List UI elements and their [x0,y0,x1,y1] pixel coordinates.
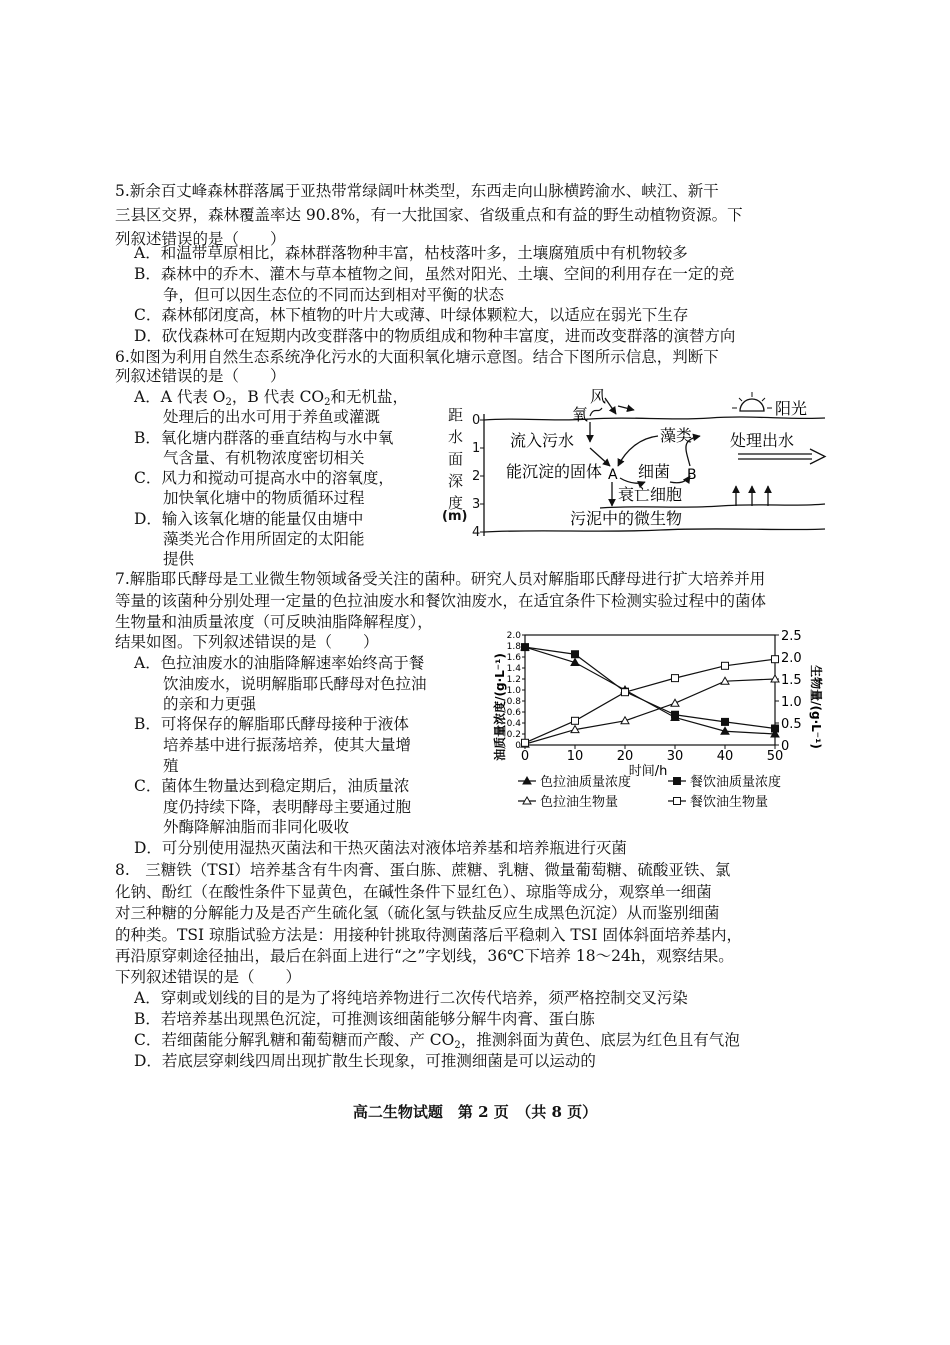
depth-label-char: 深 [448,472,464,490]
q5-option-b-line-2: 争，但可以因生态位的不同而达到相对平衡的状态 [163,286,505,304]
chart-y-tick-label: 1.2 [506,675,521,685]
outflow-label: 处理出水 [730,431,795,450]
depth-tick: 2 [472,469,481,484]
chart-y2-tick-label: 1.0 [781,695,802,710]
wind-arrow [618,406,634,410]
chart-y2-axis-label: 生物量/(g·L⁻¹) [809,665,823,749]
q7-stem-line-2: 等量的该菌种分别处理一定量的色拉油废水和餐饮油废水，在适宜条件下检测实验过程中的菌体 [115,592,767,610]
q6-option-b-line-1: B．氧化塘内群落的垂直结构与水中氧 [134,429,394,447]
chart-y-tick-label: 2.0 [506,631,521,641]
depth-label-char: 度 [448,494,464,512]
chart-x-axis-label: 时间/h [628,764,668,779]
depth-tick: 4 [472,525,481,540]
q8-stem-line-6: 下列叙述错误的是（ ） [115,968,302,986]
chart-series-line-2 [525,647,775,728]
oxygen-label: 氧 [572,405,589,424]
chart-data-point [522,739,529,746]
q6-option-d-line-1: D．输入该氧化塘的能量仅由塘中 [134,510,364,528]
chart-data-point [671,699,679,706]
depth-label-char: 面 [448,450,464,468]
depth-label-char: 水 [448,428,464,446]
algae-label: 藻类 [660,426,693,445]
outflow-arrow [738,449,825,464]
chart-x-tick-label: 50 [766,749,784,764]
q5-option-d: D．砍伐森林可在短期内改变群落中的物质组成和物种丰富度，进而改变群落的演替方向 [134,327,736,345]
chart-data-point [622,689,629,696]
depth-label-char: 距 [448,406,464,424]
q7-option-c-line-2: 度仍持续下降，表明酵母主要通过胞 [163,798,412,816]
chart-legend-marker [674,778,681,785]
chart-y2-tick-label: 0.5 [781,717,802,732]
q7-stem-line-3: 生物量和油质量浓度（可反映油脂降解程度）， [115,613,433,631]
q8-option-b: B．若培养基出现黑色沉淀，可推测该细菌能够分解牛肉膏、蛋白胨 [134,1010,595,1028]
chart-y-tick-label: 0.4 [506,719,521,729]
sunlight-label: 阳光 [775,399,808,418]
water-surface [484,417,825,420]
oxidation-pond-diagram [440,386,830,548]
q5-stem-line-3: 列叙述错误的是（ ） [115,230,286,248]
chart-data-point [572,717,579,724]
node-a-label: A [608,467,618,483]
chart-legend-label: 餐饮油质量浓度 [690,775,782,790]
chart-y-tick-label: 1.6 [506,653,521,663]
chart-data-point [672,675,679,682]
chart-y-tick-label: 1.8 [506,642,521,652]
chart-x-tick-label: 0 [520,749,530,764]
q6-option-d-line-3: 提供 [163,550,195,568]
q6-stem-line-1: 6.如图为利用自然生态系统净化污水的大面积氧化塘示意图。结合下图所示信息，判断下 [115,348,719,366]
q7-option-b-line-3: 殖 [163,757,179,775]
chart-x-tick-label: 10 [566,749,584,764]
wind-label: 风 [590,387,607,406]
chart-plot-frame [525,635,775,745]
depth-unit: (m) [442,509,468,524]
chart-series-line-1 [525,647,775,734]
q5-option-b-line-1: B．森林中的乔木、灌木与草本植物之间，虽然对阳光、土壤、空间的利用存在一定的竞 [134,265,735,283]
chart-y-tick-label: 1.0 [506,686,521,696]
yeast-chart [493,625,828,811]
q8-stem-line-4: 的种类。TSI 琼脂试验方法是：用接种针挑取待测菌落后平稳刺入 TSI 固体斜面培养基内， [115,926,742,944]
chart-y-tick-label: 0.6 [506,708,521,718]
q7-option-b-line-1: B．可将保存的解脂耶氏酵母接种于液体 [134,715,409,733]
chart-y2-tick-label: 0 [781,739,790,754]
q5-option-c: C．森林郁闭度高，林下植物的叶片大或薄、叶绿体颗粒大，以适应在弱光下生存 [134,306,689,324]
chart-legend-marker [674,798,681,805]
q6-stem-line-2: 列叙述错误的是（ ） [115,367,286,385]
q6-option-b-line-2: 气含量、有机物浓度密切相关 [163,449,365,467]
chart-y2-tick-label: 2.0 [781,651,802,666]
bacteria-label: 细菌 [638,462,671,481]
chart-y-tick-label: 1.4 [506,664,521,674]
chart-series-line-3 [525,679,775,744]
chart-series-line-4 [525,659,775,743]
q7-option-b-line-2: 培养基中进行振荡培养，使其大量增 [163,736,412,754]
sludge-top-line [600,504,825,508]
q8-option-d: D．若底层穿刺线四周出现扩散生长现象，可推测细菌是可以运动的 [134,1052,596,1070]
q8-stem-line-2: 化钠、酚红（在酸性条件下显黄色，在碱性条件下显红色）、琼脂等成分，观察单一细菌 [115,883,712,901]
q6-option-c-line-2: 加快氧化塘中的物质循环过程 [163,489,365,507]
inflow-label: 流入污水 [510,431,575,450]
chart-data-point [672,711,679,718]
depth-tick: 3 [472,497,481,512]
q6-option-a-line-1: A．A 代表 $O_2$，B 代表 $CO_2$和无机盐， [134,388,409,408]
chart-data-point [722,662,729,669]
chart-legend-label: 色拉油质量浓度 [540,775,632,790]
q7-stem-line-4: 结果如图。下列叙述错误的是（ ） [115,633,379,651]
sun-icon [732,392,772,411]
chart-y-axis-label: 油质量浓度/(g·L⁻¹) [493,653,507,761]
chart-legend-label: 餐饮油生物量 [690,795,769,810]
q5-stem-line-2: 三县区交界，森林覆盖率达 90.8%，有一大批国家、省级重点和有益的野生动植物资源。下 [115,206,743,224]
chart-y-tick-label: 0.8 [506,697,521,707]
sludge-label: 污泥中的微生物 [570,509,683,528]
q7-stem-line-1: 7.解脂耶氏酵母是工业微生物领域备受关注的菌种。研究人员对解脂耶氏酵母进行扩大培养并用 [115,570,766,588]
chart-data-point [772,725,779,732]
page-footer: 高二生物试题 第 2 页 （共 8 页） [352,1103,598,1121]
depth-tick: 0 [472,413,481,428]
q8-stem-line-5: 再沿原穿刺途径抽出，最后在斜面上进行“之”字划线，36℃下培养 18～24h，观察结果。 [115,947,734,965]
q7-option-c-line-1: C．菌体生物量达到稳定期后，油质量浓 [134,777,410,795]
chart-data-point [572,651,579,658]
q5-option-a: A．和温带草原相比，森林群落物种丰富，枯枝落叶多，土壤腐殖质中有机物较多 [134,244,688,262]
dead-cells-label: 衰亡细胞 [618,485,683,504]
chart-x-tick-label: 20 [616,749,634,764]
chart-x-tick-label: 40 [716,749,734,764]
q7-option-a-line-2: 饮油废水，说明解脂耶氏酵母对色拉油 [163,675,427,693]
q8-option-c: C．若细菌能分解乳糖和葡萄糖而产酸、产 $CO_2$，推测斜面为黄色、底层为红色且有气泡 [134,1031,740,1051]
q7-option-a-line-1: A．色拉油废水的油脂降解速率始终高于餐 [134,654,425,672]
wind-arrow [605,398,616,414]
depth-tick: 1 [472,441,481,456]
pond-bottom-line [484,529,825,532]
chart-y-tick-label: 0.2 [506,730,521,740]
q8-option-a: A．穿刺或划线的目的是为了将纯培养物进行二次传代培养，须严格控制交叉污染 [134,989,688,1007]
q6-option-d-line-2: 藻类光合作用所固定的太阳能 [163,530,365,548]
chart-y2-tick-label: 1.5 [781,673,802,688]
q6-option-a-line-2: 处理后的出水可用于养鱼或灌溉 [163,408,381,426]
chart-legend-label: 色拉油生物量 [540,795,619,810]
chart-data-point [522,644,529,651]
q5-stem-line-1: 5.新余百丈峰森林群落属于亚热带常绿阔叶林类型，东西走向山脉横跨渝水、峡江、新干 [115,182,719,200]
node-b-label: B [687,467,697,483]
chart-x-tick-label: 30 [666,749,684,764]
wind-swirl [590,408,602,416]
chart-y-tick-label: 0 [515,741,521,751]
q7-option-c-line-3: 外酶降解油脂而非同化吸收 [163,818,350,836]
q7-option-a-line-3: 的亲和力更强 [163,695,257,713]
chart-y2-tick-label: 2.5 [781,629,802,644]
q6-option-c-line-1: C．风力和搅动可提高水中的溶氧度， [134,469,394,487]
q8-stem-line-3: 对三种糖的分解能力及是否产生硫化氢（硫化氢与铁盐反应生成黑色沉淀）从而鉴别细菌 [115,904,720,922]
q7-option-d: D．可分别使用湿热灭菌法和干热灭菌法对液体培养基和培养瓶进行灭菌 [134,839,627,857]
solids-label: 能沉淀的固体 [506,462,603,481]
chart-data-point [772,656,779,663]
chart-data-point [722,718,729,725]
q8-stem-line-1: 8. 三糖铁（TSI）培养基含有牛肉膏、蛋白胨、蔗糖、乳糖、微量葡萄糖、硫酸亚铁、氯 [115,861,731,879]
